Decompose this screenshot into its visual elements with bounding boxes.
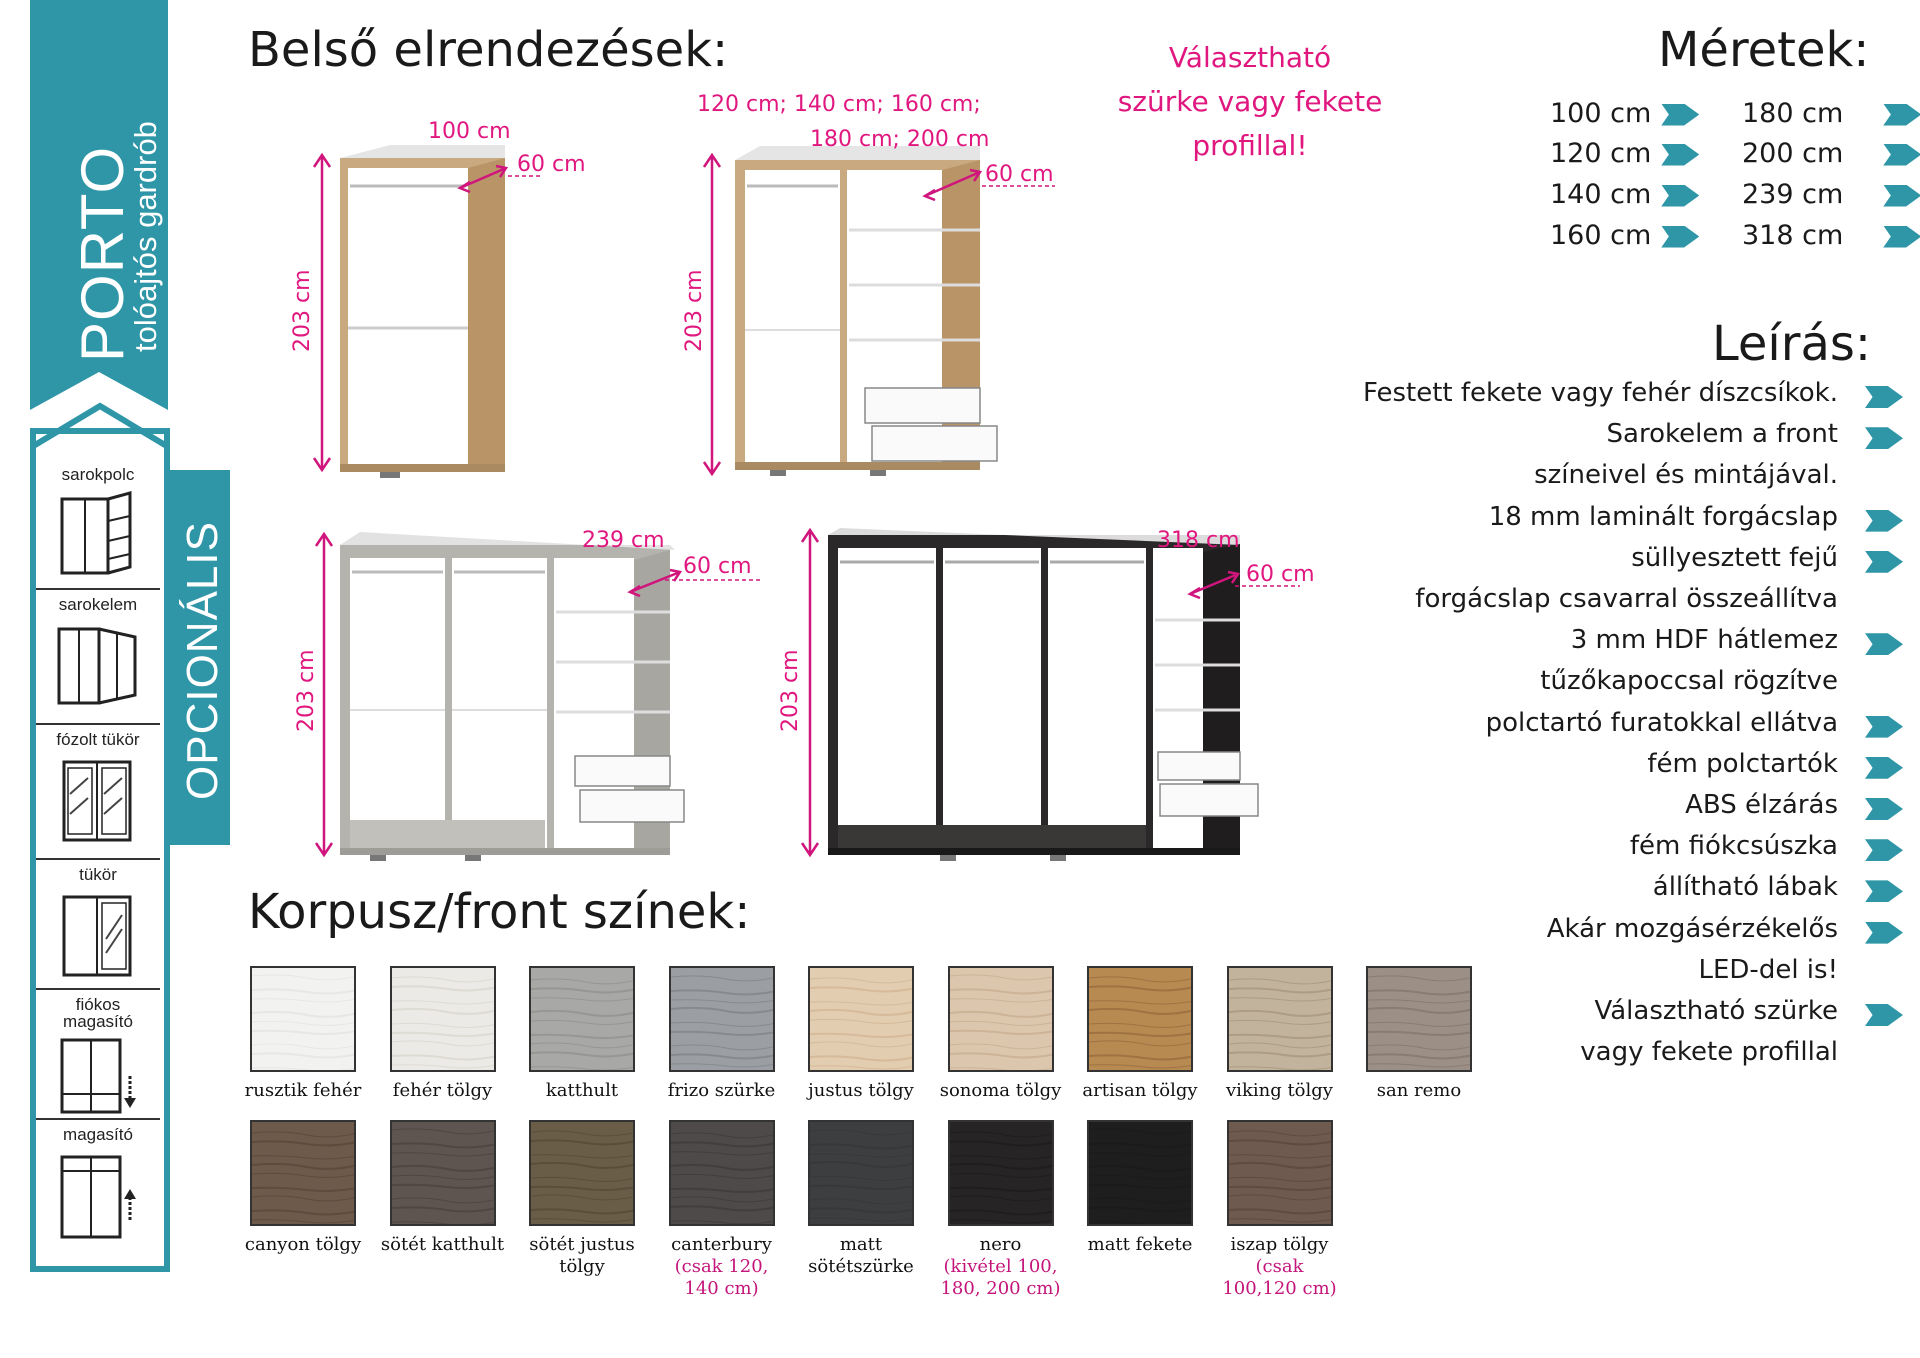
color-swatch bbox=[669, 966, 775, 1072]
swatch-label bbox=[1344, 1080, 1494, 1102]
swatch-label bbox=[1065, 1080, 1215, 1102]
description-heading: Leírás: bbox=[1712, 316, 1872, 372]
color-swatch bbox=[1227, 1120, 1333, 1226]
swatch-name: canterbury bbox=[671, 1234, 772, 1255]
option-label: fiókos magasító bbox=[63, 995, 133, 1031]
swatch-name: katthult bbox=[545, 1080, 619, 1101]
height-label: 203 cm bbox=[294, 649, 319, 732]
profile-note-line: profillal! bbox=[1192, 129, 1308, 162]
swatch-label bbox=[926, 1234, 1076, 1300]
description-line: LED-del is! bbox=[1698, 954, 1838, 985]
depth-label: 60 cm bbox=[517, 152, 586, 177]
width-label: 239 cm bbox=[582, 528, 665, 553]
size-item: 160 cm bbox=[1550, 220, 1699, 251]
profile-note-line: Választható bbox=[1168, 41, 1332, 74]
description-line: fém fiókcsúszka bbox=[1629, 831, 1838, 862]
size-item: 200 cm bbox=[1742, 138, 1920, 169]
description-line: fém polctartók bbox=[1647, 748, 1838, 779]
layouts-heading: Belső elrendezések: bbox=[248, 22, 729, 78]
swatch-label bbox=[926, 1080, 1076, 1102]
swatch-label bbox=[228, 1080, 378, 1102]
color-swatch bbox=[390, 966, 496, 1072]
description-line: Sarokelem a front bbox=[1606, 419, 1838, 450]
swatch-note: (csak 120, 140 cm) bbox=[674, 1256, 769, 1299]
height-label: 203 cm bbox=[682, 269, 707, 352]
swatch-name: canyon tölgy bbox=[244, 1234, 362, 1255]
color-swatch bbox=[250, 1120, 356, 1226]
description-line: állítható lábak bbox=[1652, 872, 1838, 903]
swatch-name: iszap tölgy bbox=[1230, 1234, 1329, 1255]
color-swatch bbox=[948, 1120, 1054, 1226]
swatch-label bbox=[228, 1234, 378, 1256]
swatch-note: (csak 100,120 cm) bbox=[1222, 1256, 1337, 1299]
swatch-label bbox=[786, 1080, 936, 1102]
swatch-name: rusztik fehér bbox=[244, 1080, 362, 1101]
swatch-label bbox=[786, 1234, 936, 1278]
description-line: 3 mm HDF hátlemez bbox=[1570, 625, 1838, 656]
color-swatch bbox=[250, 966, 356, 1072]
color-swatch bbox=[1366, 966, 1472, 1072]
swatch-label bbox=[368, 1080, 518, 1102]
option-label: magasító bbox=[63, 1125, 133, 1144]
swatch-name: artisan tölgy bbox=[1082, 1080, 1198, 1101]
swatch-label bbox=[1205, 1234, 1355, 1300]
description-line: süllyesztett fejű bbox=[1631, 542, 1838, 573]
sizes-heading: Méretek: bbox=[1658, 22, 1870, 78]
color-swatch bbox=[808, 966, 914, 1072]
swatch-name: sonoma tölgy bbox=[939, 1080, 1062, 1101]
swatch-label bbox=[647, 1234, 797, 1300]
swatch-name: justus tölgy bbox=[808, 1080, 914, 1101]
swatch-label bbox=[507, 1080, 657, 1102]
color-swatch bbox=[948, 966, 1054, 1072]
option-label: sarokelem bbox=[58, 595, 138, 614]
depth-label: 60 cm bbox=[1246, 562, 1315, 587]
description-line: 18 mm laminált forgácslap bbox=[1488, 501, 1838, 532]
size-item: 140 cm bbox=[1550, 179, 1699, 210]
color-swatch bbox=[1087, 1120, 1193, 1226]
description-line: vagy fekete profillal bbox=[1580, 1037, 1838, 1068]
description-line: színeivel és mintájával. bbox=[1534, 460, 1838, 491]
color-swatch bbox=[1227, 966, 1333, 1072]
height-label: 203 cm bbox=[778, 649, 803, 732]
color-swatch bbox=[669, 1120, 775, 1226]
swatch-name: sötét katthult bbox=[380, 1234, 505, 1255]
option-label: fózolt tükör bbox=[56, 730, 140, 749]
swatch-label bbox=[1065, 1234, 1215, 1256]
swatch-label bbox=[368, 1234, 518, 1256]
description-line: Választható szürke bbox=[1594, 996, 1838, 1026]
description-line: Akár mozgásérzékelős bbox=[1546, 913, 1838, 944]
swatch-label bbox=[507, 1234, 657, 1278]
profile-note-line: szürke vagy fekete bbox=[1117, 85, 1383, 118]
width-label-line: 180 cm; 200 cm bbox=[810, 127, 990, 152]
swatch-label bbox=[1205, 1080, 1355, 1102]
height-label: 203 cm bbox=[290, 269, 315, 352]
swatch-name: san remo bbox=[1376, 1080, 1462, 1101]
description-line: polctartó furatokkal ellátva bbox=[1485, 707, 1838, 738]
swatch-name: fehér tölgy bbox=[392, 1080, 493, 1101]
colors-heading: Korpusz/front színek: bbox=[248, 884, 751, 940]
swatch-name: matt sötétszürke bbox=[808, 1234, 914, 1277]
description-line: tűzőkapoccsal rögzítve bbox=[1540, 666, 1838, 697]
color-swatch bbox=[808, 1120, 914, 1226]
size-item: 100 cm bbox=[1550, 98, 1699, 129]
swatch-name: frizo szürke bbox=[667, 1080, 776, 1101]
swatch-label bbox=[647, 1080, 797, 1102]
size-item: 120 cm bbox=[1550, 138, 1699, 169]
product-subtitle: tolóajtós gardrób bbox=[128, 121, 163, 352]
optional-label: OPCIONÁLIS bbox=[178, 521, 227, 800]
color-swatch bbox=[529, 1120, 635, 1226]
width-label-line: 120 cm; 140 cm; 160 cm; bbox=[697, 92, 981, 117]
width-label: 318 cm bbox=[1157, 528, 1240, 553]
width-label: 100 cm bbox=[428, 119, 511, 144]
size-item: 180 cm bbox=[1742, 98, 1920, 129]
color-swatch bbox=[390, 1120, 496, 1226]
description-line: Festett fekete vagy fehér díszcsíkok. bbox=[1362, 378, 1838, 408]
size-item: 318 cm bbox=[1742, 220, 1920, 251]
option-label: tükör bbox=[79, 865, 117, 884]
description-line: forgácslap csavarral összeállítva bbox=[1415, 584, 1838, 614]
description-line: ABS élzárás bbox=[1685, 790, 1838, 820]
swatch-note: (kivétel 100, 180, 200 cm) bbox=[940, 1256, 1061, 1299]
depth-label: 60 cm bbox=[683, 554, 752, 579]
depth-label: 60 cm bbox=[985, 162, 1054, 187]
color-swatch bbox=[529, 966, 635, 1072]
swatch-name: matt fekete bbox=[1087, 1234, 1193, 1255]
swatch-name: sötét justus tölgy bbox=[529, 1234, 635, 1277]
product-title: PORTO bbox=[69, 145, 136, 362]
swatch-name: viking tölgy bbox=[1226, 1080, 1333, 1101]
option-label: sarokpolc bbox=[61, 465, 135, 484]
size-item: 239 cm bbox=[1742, 179, 1920, 210]
swatch-name: nero bbox=[979, 1234, 1022, 1255]
color-swatch bbox=[1087, 966, 1193, 1072]
